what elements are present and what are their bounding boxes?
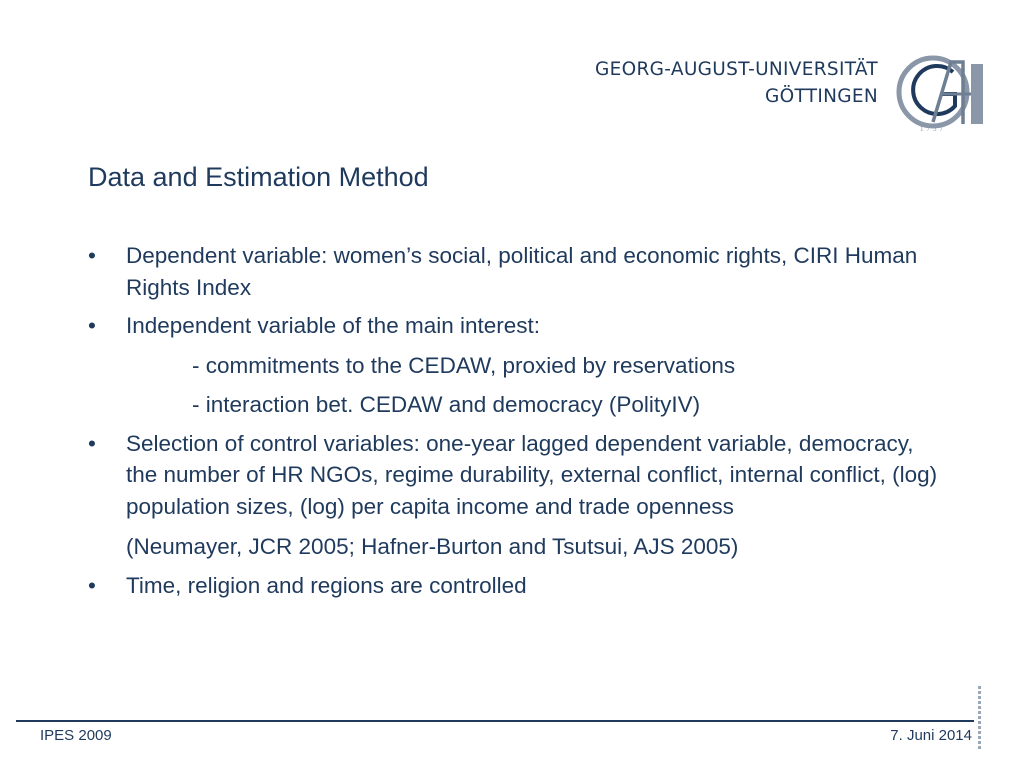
footer-event-label: IPES 2009 [40,727,112,744]
footer-divider [16,720,974,722]
bullet-item [88,240,948,303]
university-seal-icon [893,50,993,134]
bullet-text: Time, religion and regions are controlled [126,572,527,598]
university-name [595,56,878,110]
bullet-text: Independent variable of the main interest: [126,313,541,338]
bullet-item [88,570,948,602]
footer-date: 7. Juni 2014 [890,727,972,744]
bullet-marker: • [88,572,96,598]
slide-title: Data and Estimation Method [88,162,429,192]
university-name-line1: GEORG-AUGUST-UNIVERSITÄT [595,59,878,80]
sub-item: - interaction bet. CEDAW and democracy (PolityIV) [192,392,701,417]
citation: (Neumayer, JCR 2005; Hafner-Burton and Tsutsui, AJS 2005) [126,534,739,559]
bullet-item [88,428,948,523]
bullet-marker: • [88,313,96,338]
bullet-marker: • [88,243,96,268]
decorative-vertical-rule [978,686,981,750]
sub-item: - commitments to the CEDAW, proxied by reservations [192,352,736,378]
bullet-text: Selection of control variables: one-year lagged dependent variable, democracy, the number of HR NGOs, regime durability, external conflict, internal conflict, (log) population sizes, (log) per capita income and trade openness [126,430,938,519]
bullet-text: Dependent variable: women’s social, political and economic rights, CIRI Human Rights Index [126,243,918,300]
bullet-marker: • [88,430,96,456]
bullet-item [88,310,948,342]
logo-year: 1737 [920,125,946,133]
university-name-line2: GÖTTINGEN [764,86,878,107]
slide-content [88,240,948,601]
